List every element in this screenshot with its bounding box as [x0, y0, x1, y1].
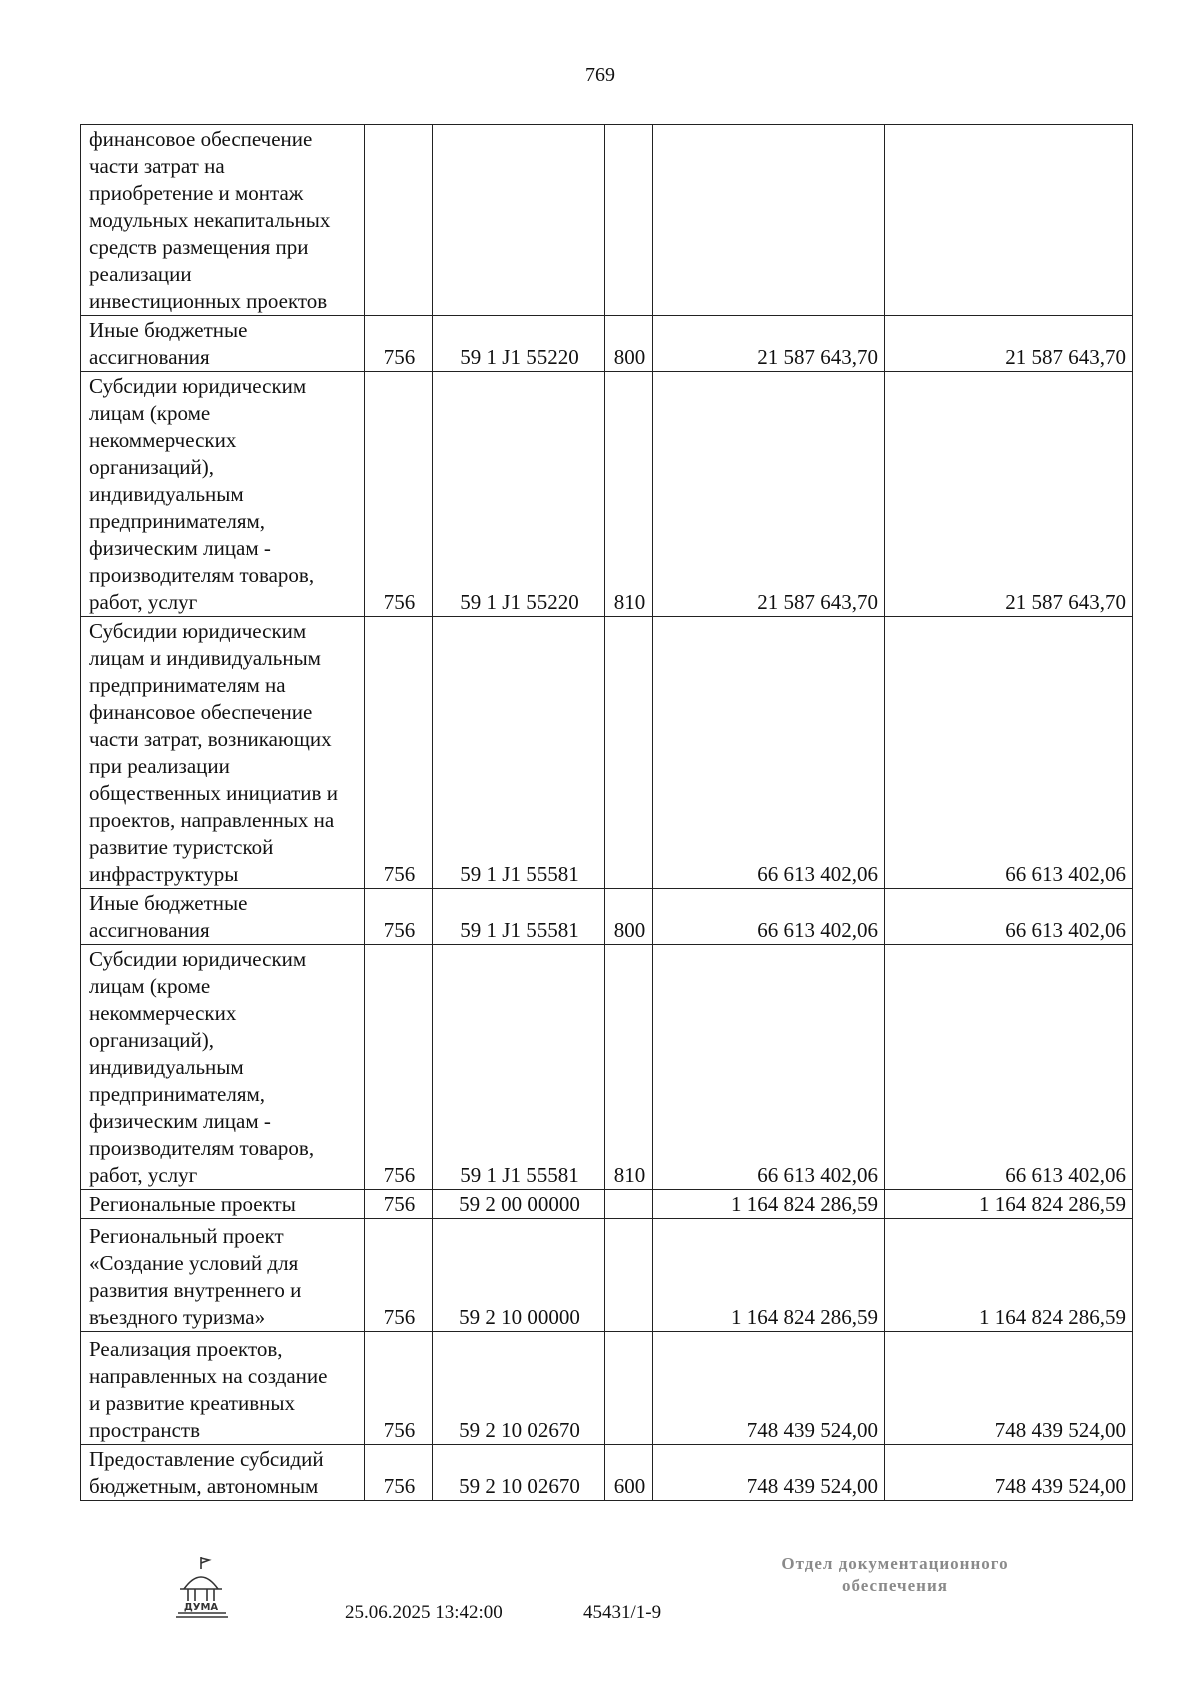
expense-type-code: 810	[605, 945, 653, 1190]
amount-year-1: 748 439 524,00	[653, 1445, 885, 1501]
target-article-code: 59 1 J1 55581	[433, 889, 605, 945]
amount-year-2	[885, 125, 1133, 316]
row-description: Субсидии юридическим лицам (кроме некоммерческих организаций), индивидуальным предпринимателям, физическим лицам - производителям товаров, работ, услуг	[81, 372, 365, 617]
row-description: Региональный проект «Создание условий для развития внутреннего и въездного туризма»	[81, 1219, 365, 1332]
ministry-code: 756	[365, 889, 433, 945]
amount-year-1: 748 439 524,00	[653, 1332, 885, 1445]
expense-type-code: 600	[605, 1445, 653, 1501]
ministry-code: 756	[365, 1219, 433, 1332]
amount-year-2: 21 587 643,70	[885, 316, 1133, 372]
ministry-code: 756	[365, 1332, 433, 1445]
amount-year-1: 66 613 402,06	[653, 945, 885, 1190]
target-article-code: 59 2 10 00000	[433, 1219, 605, 1332]
row-description: Иные бюджетные ассигнования	[81, 316, 365, 372]
table-row	[81, 1219, 1133, 1332]
amount-year-2: 21 587 643,70	[885, 372, 1133, 617]
table-row	[81, 372, 1133, 617]
target-article-code: 59 1 J1 55581	[433, 617, 605, 889]
row-description: Региональные проекты	[81, 1190, 365, 1219]
amount-year-1: 21 587 643,70	[653, 372, 885, 617]
amount-year-1: 66 613 402,06	[653, 617, 885, 889]
expense-type-code	[605, 125, 653, 316]
target-article-code: 59 2 10 02670	[433, 1332, 605, 1445]
target-article-code: 59 1 J1 55220	[433, 372, 605, 617]
target-article-code: 59 2 10 02670	[433, 1445, 605, 1501]
target-article-code: 59 2 00 00000	[433, 1190, 605, 1219]
amount-year-2: 66 613 402,06	[885, 945, 1133, 1190]
logo-text: ДУМА	[183, 1602, 219, 1613]
amount-year-2: 1 164 824 286,59	[885, 1219, 1133, 1332]
target-article-code: 59 1 J1 55220	[433, 316, 605, 372]
amount-year-2: 66 613 402,06	[885, 617, 1133, 889]
ministry-code: 756	[365, 1190, 433, 1219]
amount-year-2: 748 439 524,00	[885, 1445, 1133, 1501]
amount-year-1: 1 164 824 286,59	[653, 1190, 885, 1219]
row-description: финансовое обеспечение части затрат на приобретение и монтаж модульных некапитальных средств размещения при реализации инвестиционных проектов	[81, 125, 365, 316]
duma-logo	[170, 1555, 240, 1621]
expense-type-code	[605, 1190, 653, 1219]
expense-type-code	[605, 1332, 653, 1445]
stamp-line-2: обеспечения	[842, 1576, 948, 1595]
amount-year-2: 66 613 402,06	[885, 889, 1133, 945]
ministry-code: 756	[365, 945, 433, 1190]
target-article-code	[433, 125, 605, 316]
expense-type-code: 800	[605, 316, 653, 372]
expense-type-code: 800	[605, 889, 653, 945]
footer-datetime: 25.06.2025 13:42:00	[345, 1602, 503, 1623]
table-row	[81, 125, 1133, 316]
ministry-code	[365, 125, 433, 316]
ministry-code: 756	[365, 1445, 433, 1501]
expense-type-code: 810	[605, 372, 653, 617]
table-row	[81, 617, 1133, 889]
amount-year-1: 1 164 824 286,59	[653, 1219, 885, 1332]
table-row	[81, 1332, 1133, 1445]
row-description: Реализация проектов, направленных на создание и развитие креативных пространств	[81, 1332, 365, 1445]
table-row	[81, 945, 1133, 1190]
amount-year-2: 1 164 824 286,59	[885, 1190, 1133, 1219]
amount-year-1	[653, 125, 885, 316]
department-stamp	[730, 1553, 1060, 1597]
row-description: Предоставление субсидий бюджетным, автономным	[81, 1445, 365, 1501]
table-row	[81, 1445, 1133, 1501]
table-row	[81, 1190, 1133, 1219]
ministry-code: 756	[365, 316, 433, 372]
table-row	[81, 316, 1133, 372]
row-description: Субсидии юридическим лицам и индивидуальным предпринимателям на финансовое обеспечение части затрат, возникающих при реализации общественных инициатив и проектов, направленных на развитие туристской инфраструктуры	[81, 617, 365, 889]
ministry-code: 756	[365, 372, 433, 617]
page-number: 769	[585, 64, 615, 86]
row-description: Иные бюджетные ассигнования	[81, 889, 365, 945]
stamp-line-1: Отдел документационного	[781, 1554, 1009, 1573]
amount-year-2: 748 439 524,00	[885, 1332, 1133, 1445]
ministry-code: 756	[365, 617, 433, 889]
amount-year-1: 21 587 643,70	[653, 316, 885, 372]
amount-year-1: 66 613 402,06	[653, 889, 885, 945]
budget-table	[80, 124, 1133, 1501]
table-row	[81, 889, 1133, 945]
row-description: Субсидии юридическим лицам (кроме некоммерческих организаций), индивидуальным предпринимателям, физическим лицам - производителям товаров, работ, услуг	[81, 945, 365, 1190]
expense-type-code	[605, 1219, 653, 1332]
expense-type-code	[605, 617, 653, 889]
target-article-code: 59 1 J1 55581	[433, 945, 605, 1190]
footer-doc-number: 45431/1-9	[583, 1602, 662, 1623]
